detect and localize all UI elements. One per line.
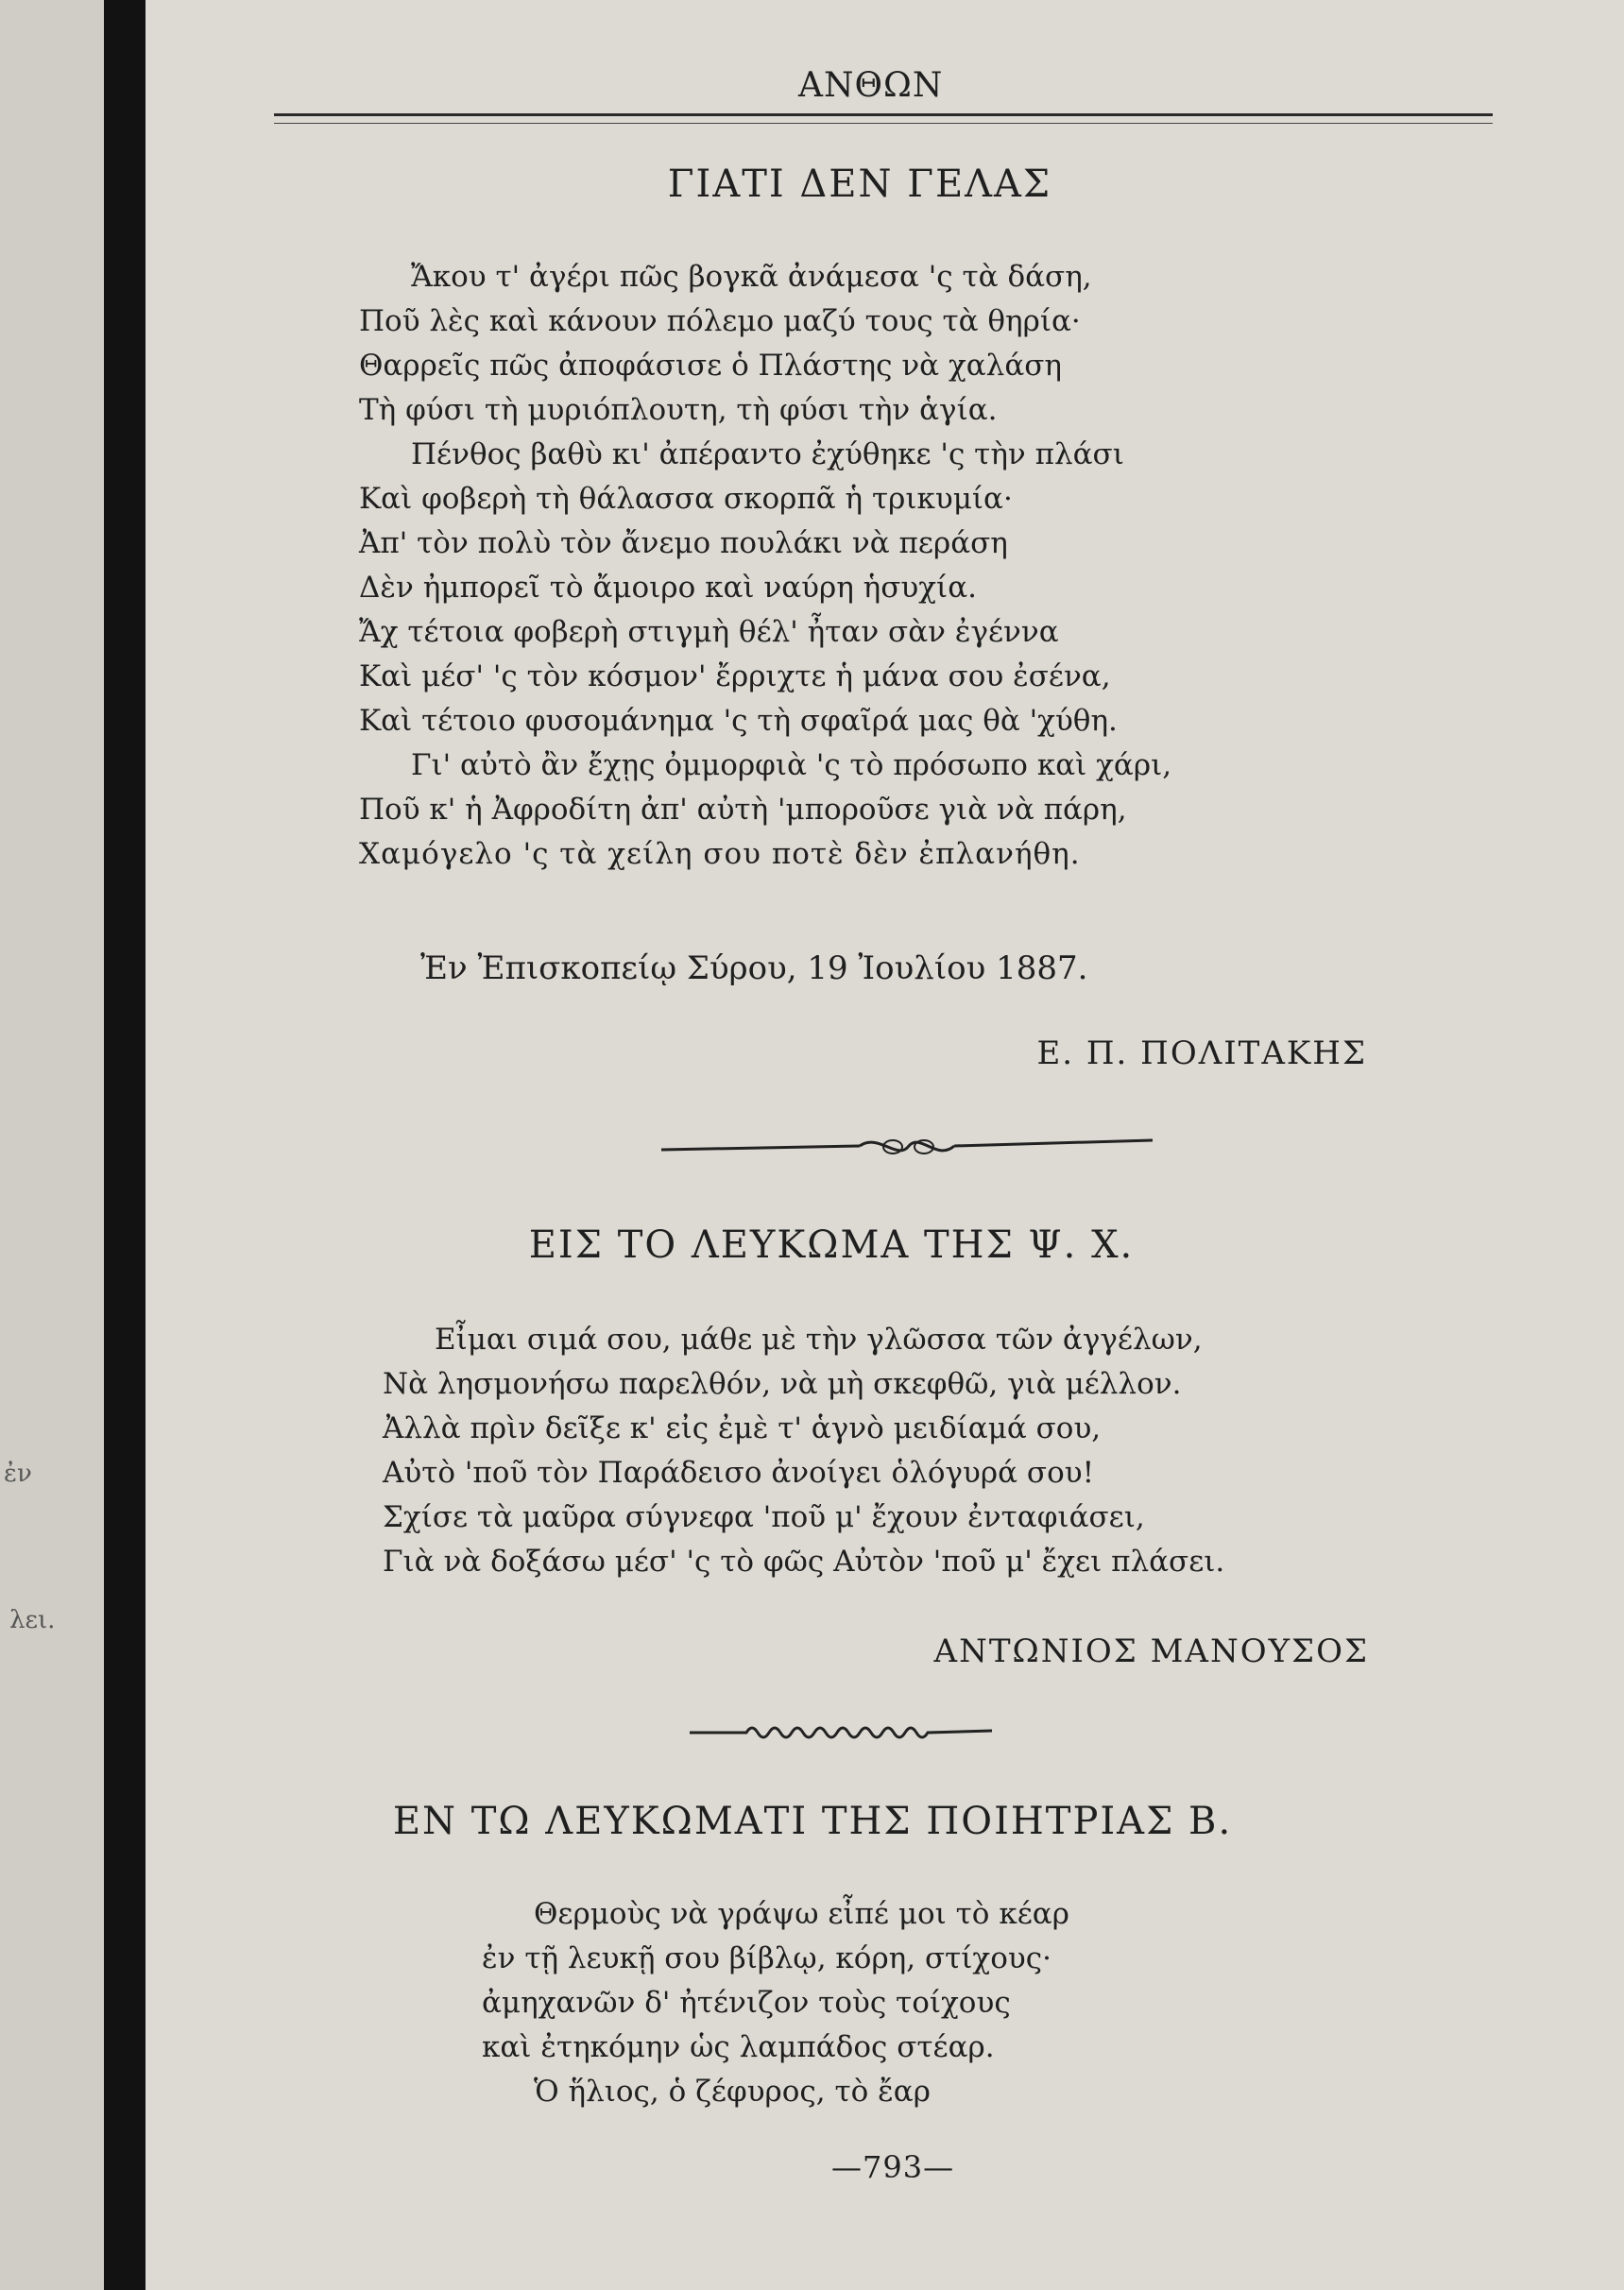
poem-line: Ἀπ' τὸν πολὺ τὸν ἄνεμο πουλάκι νὰ περάση [359, 526, 1008, 560]
poem-line: Χαμόγελο 'ς τὰ χείλη σου ποτὲ δὲν ἐπλανήθη. [359, 837, 1081, 871]
header-rule-thin [274, 123, 1493, 124]
poem-line: Ὁ ἥλιος, ὁ ζέφυρος, τὸ ἔαρ [534, 2075, 931, 2109]
poem-line: Γιὰ νὰ δοξάσω μέσ' 'ς τὸ φῶς Αὐτὸν 'ποῦ μ' ἔχει πλάσει. [383, 1545, 1225, 1579]
margin-fragment: ἐν [4, 1460, 32, 1488]
poem1-dateline: Ἐν Ἐπισκοπείῳ Σύρου, 19 Ἰουλίου 1887. [420, 949, 1088, 987]
poem-line: Εἶμαι σιμά σου, μάθε μὲ τὴν γλῶσσα τῶν ἀγγέλων, [435, 1323, 1203, 1357]
poem-line: Ποῦ κ' ἡ Ἀφροδίτη ἀπ' αὐτὴ 'μποροῦσε γιὰ νὰ πάρη, [359, 793, 1127, 827]
wavy-divider-icon [690, 1719, 992, 1742]
poem2-title: ΕΙΣ ΤΟ ΛΕΥΚΩΜΑ ΤΗΣ Ψ. Χ. [528, 1223, 1135, 1267]
poem-line: Καὶ μέσ' 'ς τὸν κόσμον' ἔρριχτε ἡ μάνα σου ἐσένα, [359, 659, 1111, 693]
poem2-author: ΑΝΤΩΝΙΟΣ ΜΑΝΟΥΣΟΣ [933, 1632, 1369, 1670]
poem-line: ἀμηχανῶν δ' ἠτένιζον τοὺς τοίχους [482, 1986, 1011, 2020]
poem1-title: ΓΙΑΤΙ ΔΕΝ ΓΕΛΑΣ [667, 162, 1052, 206]
poem-line: Καὶ τέτοιο φυσομάνημα 'ς τὴ σφαῖρά μας θὰ 'χύθη. [359, 704, 1118, 738]
page-number: —793— [831, 2149, 955, 2185]
margin-fragment: λει. [9, 1606, 56, 1634]
poem-line: Σχίσε τὰ μαῦρα σύγνεφα 'ποῦ μ' ἔχουν ἐνταφιάσει, [383, 1500, 1145, 1534]
poem-line: Καὶ φοβερὴ τὴ θάλασσα σκορπᾶ ἡ τρικυμία· [359, 482, 1013, 516]
poem-line: καὶ ἐτηκόμην ὡς λαμπάδος στέαρ. [482, 2030, 995, 2064]
poem-line: Ἄχ τέτοια φοβερὴ στιγμὴ θέλ' ἦταν σὰν ἐγέννα [359, 615, 1059, 649]
poem-line: Ποῦ λὲς καὶ κάνουν πόλεμο μαζύ τους τὰ θηρία· [359, 304, 1081, 338]
poem3-body [482, 1892, 1069, 2114]
book-binding-gutter [104, 0, 145, 2290]
poem-line: Ἄκου τ' ἀγέρι πῶς βογκᾶ ἀνάμεσα 'ς τὰ δάση, [411, 260, 1092, 294]
poem-line: Νὰ λησμονήσω παρελθόν, νὰ μὴ σκεφθῶ, γιὰ μέλλον. [383, 1367, 1182, 1401]
poem-line: Τὴ φύσι τὴ μυριόπλουτη, τὴ φύσι τὴν ἁγία. [359, 393, 998, 427]
header-rule [274, 113, 1493, 116]
running-head: ΑΝΘΩΝ [798, 66, 944, 105]
ornament-divider-icon [661, 1129, 1153, 1167]
poem-line: Γι' αὐτὸ ἂν ἔχῃς ὀμμορφιὰ 'ς τὸ πρόσωπο καὶ χάρι, [411, 748, 1172, 782]
poem2-body [383, 1318, 1224, 1584]
poem1-author: Ε. Π. ΠΟΛΙΤΑΚΗΣ [1036, 1034, 1367, 1072]
facing-page-margin [0, 0, 104, 2290]
poem-line: Θαρρεῖς πῶς ἀποφάσισε ὁ Πλάστης νὰ χαλάση [359, 349, 1062, 383]
poem-line: Ἀλλὰ πρὶν δεῖξε κ' εἰς ἐμὲ τ' ἁγνὸ μειδίαμά σου, [383, 1411, 1102, 1445]
poem3-title: ΕΝ ΤΩ ΛΕΥΚΩΜΑΤΙ ΤΗΣ ΠΟΙΗΤΡΙΑΣ Β. [392, 1800, 1233, 1843]
poem-line: ἐν τῇ λευκῇ σου βίβλῳ, κόρη, στίχους· [482, 1941, 1051, 1975]
poem1-body [359, 255, 1171, 877]
poem-line: Πένθος βαθὺ κι' ἀπέραντο ἐχύθηκε 'ς τὴν πλάσι [411, 437, 1124, 471]
poem-line: Θερμοὺς νὰ γράψω εἶπέ μοι τὸ κέαρ [534, 1897, 1069, 1931]
poem-line: Δὲν ἠμπορεῖ τὸ ἄμοιρο καὶ ναύρη ἡσυχία. [359, 571, 977, 605]
poem-line: Αὐτὸ 'ποῦ τὸν Παράδεισο ἀνοίγει ὁλόγυρά σου! [383, 1456, 1095, 1490]
